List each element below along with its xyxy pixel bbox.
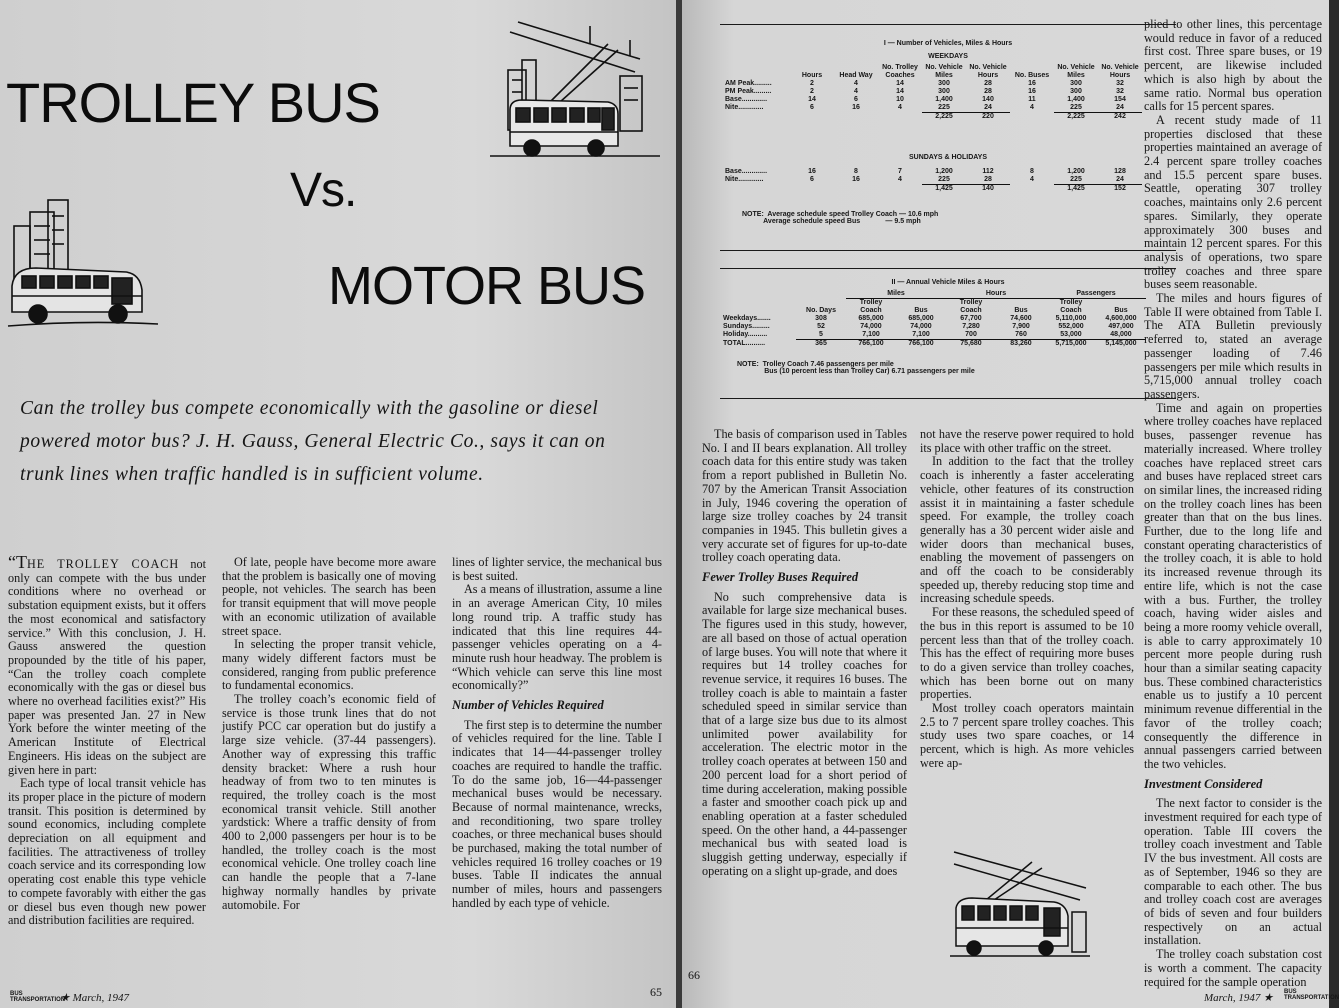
table-cell: 74,600	[1010, 315, 1032, 322]
column-header: No. Vehicle Miles	[1057, 64, 1095, 79]
column-header: Bus	[1114, 307, 1128, 314]
table1-sundays-label: SUNDAYS & HOLIDAYS	[908, 154, 988, 161]
table-cell: 28	[984, 80, 992, 87]
table2-top-rule	[720, 268, 1176, 269]
paragraph: In addition to the fact that the trolley coach is inherently a faster accelerating vehicle, other features of its construction assist it in maintaining a faster schedule speed. For example, the trolley coach generally has a 30 percent wider aisle and wider doors than mechanical buses, enabling the movement of passengers on and off the coach to be considerably speeded up, thereby reducing stop time and increasing schedule speeds.	[920, 454, 1134, 606]
table-row	[720, 323, 1146, 331]
table-row	[720, 331, 1146, 340]
table-cell: 24	[1116, 104, 1124, 111]
table-cell: 2	[810, 88, 814, 95]
table-cell: 7,900	[1012, 323, 1030, 330]
table-cell: 4	[1030, 176, 1034, 184]
column-header: No. Trolley Coaches	[882, 64, 918, 79]
table-cell: 1,400	[935, 96, 953, 103]
table-cell: 4	[854, 88, 858, 95]
table1-caption: I — Number of Vehicles, Miles & Hours	[883, 40, 1013, 47]
table-cell: 28	[984, 176, 992, 183]
footer-date-text: March, 1947	[72, 992, 130, 1004]
table-cell: 1,425	[1054, 185, 1098, 194]
lead-in-caps: HE TROLLEY COACH	[26, 557, 180, 571]
row-label: Base.............	[725, 96, 768, 103]
row-label: Nite.............	[725, 176, 764, 184]
intro-paragraph	[8, 552, 207, 777]
footer-brand: BUS TRANSPORTATION	[10, 991, 66, 1003]
column-header: Hours	[801, 72, 823, 79]
intro-text: not only can compete with the bus under conditions where no overhead or substation equipment exists, but it offers the most economical and satisfactory service.” With this conclusion, J. H. Gauss answered the question propounded by the title of his paper, “Can the trolley coach complete economically with the gas or diesel bus where no overhead facilities exist?” His paper was presented Jan. 27 in New York before the winter meeting of the American Institute of Electrical Engineers. His ideas on the subject are given here in part:	[8, 557, 207, 777]
column-header: Trolley Coach	[1059, 299, 1083, 314]
table-cell: 242	[1098, 113, 1142, 122]
row-label: TOTAL..........	[723, 339, 766, 347]
table-cell: 10	[896, 96, 904, 103]
row-label	[722, 185, 790, 194]
table-cell: 4,600,000	[1105, 315, 1137, 322]
table-cell: 2,225	[1054, 113, 1098, 122]
column-header: No. Days	[806, 307, 836, 314]
table-cell: 300	[1070, 88, 1082, 95]
column-group-header: Miles	[846, 290, 946, 299]
table-cell: 7,280	[962, 323, 980, 330]
table-cell: 685,000	[908, 315, 934, 322]
table-cell: 4	[854, 80, 858, 87]
section-heading: Number of Vehicles Required	[452, 698, 604, 713]
table-cell: 32	[1116, 88, 1124, 95]
paragraph: The trolley coach’s economic field of service is those trunk lines that do not justify PCC car operation but do justify a large size vehicle. (37-44 passengers). Another way of expressing this traffic density bracket: Where a rush hour headway of from two to ten minutes is required, the trolley coach is the most economical transit vehicle. Still another yardstick: Where a traffic density of from 400 to 2,000 passengers per hour is to be handled, the trolley coach is the most economical vehicle. One trolley coach line can handle the people that a 7-lane highway normally handles by private automobile. For	[222, 692, 436, 912]
row-label: Weekdays.......	[723, 315, 771, 322]
table-cell: 32	[1116, 80, 1124, 87]
column-header: Bus	[914, 307, 928, 314]
footer-date: ★ March, 1947	[60, 992, 130, 1004]
column-header: No. Vehicle Hours	[1101, 64, 1139, 79]
table-row	[720, 315, 1146, 323]
table-cell: 300	[938, 80, 950, 87]
table2	[720, 290, 1146, 348]
column-header: Head Way	[839, 72, 873, 79]
trolley-coach-small-illustration	[950, 842, 1090, 962]
paragraph: For these reasons, the scheduled speed of the bus in this report is assumed to be 10 percent less than that of the trolley coach. This has the effect of requiring more buses to do a given service than trolley coaches, which has been borne out on many properties.	[920, 605, 1134, 702]
paragraph: As a means of illustration, assume a line in an average American City, 10 miles long round trip. A traffic study has indicated that this line requires 44-passenger vehicles operating on a 4-minute rush hour headway. The problem is “Which vehicle can serve this line most economically?”	[452, 582, 662, 693]
row-label: Sundays.........	[723, 323, 770, 330]
table-cell	[878, 185, 922, 194]
table-cell: 140	[982, 96, 994, 103]
table-cell: 685,000	[858, 315, 884, 322]
page-number: 66	[688, 968, 700, 982]
table-cell: 4	[1030, 104, 1034, 112]
table-total-row	[722, 113, 1142, 122]
table-cell: 14	[896, 80, 904, 87]
title-line-3: MOTOR BUS	[328, 256, 646, 316]
left-column-1	[8, 552, 207, 928]
table-cell: 1,400	[1067, 96, 1085, 103]
page-number: 65	[650, 985, 662, 999]
table-cell: 7	[898, 168, 902, 175]
table-cell	[790, 185, 834, 194]
table-cell: 16	[808, 168, 816, 175]
trolley-coach-illustration	[490, 14, 660, 164]
left-column-3	[452, 556, 662, 911]
table-cell: 497,000	[1108, 323, 1134, 330]
table-cell: 75,680	[946, 340, 996, 349]
title-line-2: Vs.	[290, 164, 357, 217]
section-heading: Fewer Trolley Buses Required	[702, 570, 859, 585]
table-cell: 16	[852, 176, 860, 184]
paragraph: Time and again on properties where trolley coaches have replaced buses, passenger revenue has materially increased. Where trolley coaches have replaced street cars and buses have replaced street cars on similar lines, the increased riding on the trolley coach lines has been greater than that on the bus lines. Further, due to the long life and constant operating characteristics of the trolley coach, it is able to hold its increased revenue through its entire life, which is not the case with a bus. Further, the trolley coach, having wider aisles and being a more roomy vehicle overall, is able to carry approximately 10 percent more people during rush hour than a similar seating capacity bus. These combined characteristics enable us to justify a 10 percent minimum revenue differential in the favor of the trolley coach; consequently the difference in annual passengers carried between the two vehicles.	[1144, 400, 1322, 771]
column-header: No. Vehicle Hours	[969, 64, 1007, 79]
right-column-1	[702, 428, 907, 879]
table-row	[722, 176, 1142, 185]
table-cell: 1,425	[922, 185, 966, 194]
table-cell: 766,100	[846, 340, 896, 349]
paragraph: plied to other lines, this percentage would reduce in favor of a reduced first cost. Three spare buses, or 19 percent, are likewise included which is also high by about the same ratio. Normal bus operation calls for 15 percent spares.	[1144, 17, 1322, 114]
table-cell: 14	[808, 96, 816, 103]
table-row	[722, 96, 1142, 104]
table-cell: 225	[938, 104, 950, 111]
paragraph: The basis of comparison used in Tables No. I and II bears explanation. All trolley coach data for this entire study was taken from a report published in Bulletin No. 707 by the American Transit Association in July, 1946 covering the operation of large size trolley coaches by 24 transit companies in 1945. This bulletin gives a very accurate set of figures for up-to-date trolley coach operating data.	[702, 427, 907, 565]
paragraph: Each type of local transit vehicle has its proper place in the picture of modern transit. This position is determined by sound economics, including complete depreciation on all equipment and facilities. The attractiveness of trolley coach service and its corresponding low operating cost enable this type vehicle to compete favorably with either the gas or diesel bus even though new power and distribution facilities are required.	[8, 776, 206, 928]
table-cell: 16	[852, 104, 860, 112]
table-cell: 225	[1070, 176, 1082, 183]
row-label: Base.............	[725, 168, 768, 175]
table-cell: 760	[1015, 331, 1027, 338]
table1-top-rule	[720, 24, 1176, 25]
table-cell: 766,100	[896, 340, 946, 349]
table-cell: 2	[810, 80, 814, 87]
table-cell: 1,200	[1067, 168, 1085, 175]
table-cell: 6	[854, 96, 858, 103]
table-cell: 48,000	[1110, 331, 1132, 338]
column-group-header: Passengers	[1046, 290, 1146, 299]
drop-quote: “T	[8, 552, 27, 572]
column-header: No. Vehicle Miles	[925, 64, 963, 79]
table-cell: 225	[938, 176, 950, 183]
table-cell: 16	[1028, 88, 1036, 95]
paragraph: In selecting the proper transit vehicle, many widely different factors must be considered, ranging from public preference to fundamental economics.	[222, 637, 436, 693]
row-label: Holiday..........	[723, 331, 768, 339]
table-row	[722, 168, 1142, 176]
column-header: No. Buses	[1014, 72, 1050, 79]
table-cell: 28	[984, 88, 992, 95]
table-cell: 154	[1114, 96, 1126, 103]
right-column-2	[920, 428, 1134, 771]
right-column-3	[1144, 18, 1322, 989]
table-cell	[1010, 113, 1054, 122]
table-cell: 7,100	[862, 331, 880, 338]
table-cell: 4	[898, 176, 902, 184]
table-cell: 74,000	[910, 323, 932, 330]
table-cell: 53,000	[1060, 331, 1082, 338]
paragraph: not have the reserve power required to hold its place with other traffic on the street.	[920, 427, 1134, 455]
section-heading: Investment Considered	[1144, 776, 1263, 791]
motor-bus-illustration	[8, 196, 158, 336]
footer-brand: BUS TRANSPORTATION	[1284, 989, 1339, 1001]
table-row	[722, 80, 1142, 88]
table-cell: 152	[1098, 185, 1142, 194]
table-row	[722, 88, 1142, 96]
table1-bottom-rule	[720, 250, 1176, 251]
table-cell: 8	[1030, 168, 1034, 175]
table-cell	[790, 113, 834, 122]
paragraph: lines of lighter service, the mechanical bus is best suited.	[452, 555, 662, 583]
table-cell: 74,000	[860, 323, 882, 330]
table-cell: 5,715,000	[1046, 340, 1096, 349]
table-cell: 5,145,000	[1096, 340, 1146, 349]
table-cell	[834, 185, 878, 194]
footer-date-text: March, 1947	[1204, 992, 1261, 1004]
table-cell: 5	[819, 331, 823, 338]
paragraph: Of late, people have become more aware that the problem is basically one of moving people, not vehicles. The search has been for transit equipment that will move people with an economic utilization of available street space.	[222, 555, 436, 638]
table-cell: 220	[966, 113, 1010, 122]
title-line-1: TROLLEY BUS	[6, 71, 380, 134]
column-header: Trolley Coach	[959, 299, 983, 314]
table1-sundays	[722, 168, 1142, 193]
table-cell: 225	[1070, 104, 1082, 111]
table-cell	[1010, 185, 1054, 194]
table-cell: 300	[1070, 80, 1082, 87]
table-row	[722, 104, 1142, 113]
table-cell	[834, 113, 878, 122]
table-cell: 1,200	[935, 168, 953, 175]
table-cell: 5,110,000	[1055, 315, 1087, 322]
table1-weekdays-label: WEEKDAYS	[928, 53, 968, 60]
table2-caption: II — Annual Vehicle Miles & Hours	[891, 279, 1005, 286]
table-cell: 140	[966, 185, 1010, 194]
table1-note: NOTE: Average schedule speed Trolley Coach — 10.6 mph Average schedule speed Bus — 9.5 mph	[742, 211, 939, 225]
row-label: PM Peak.........	[725, 88, 772, 95]
table-cell	[878, 113, 922, 122]
table-cell: 2,225	[922, 113, 966, 122]
column-header: Bus	[1014, 307, 1028, 314]
paragraph: Most trolley coach operators maintain 2.5 to 7 percent spare trolley coaches. This study uses two spare coaches, or 14 percent, which is high. As more vehicles were ap-	[920, 701, 1134, 770]
table-cell: 700	[965, 331, 977, 338]
table-cell: 8	[854, 168, 858, 175]
paragraph: The miles and hours figures of Table II were obtained from Table I. The ATA Bulletin previously referred to, stated an average passenger loading of 7.46 passengers per mile which results in 5,715,000 annual trolley coach passengers.	[1144, 291, 1322, 401]
paragraph: A recent study made of 11 properties disclosed that these properties maintained an average of 2.4 percent spare trolley coaches and 15.5 percent spare buses. Seattle, operating 307 trolley coaches, maintains only 2.6 percent spares. Similarly, they operate approximately 300 buses and maintain 12 percent spares. For this analysis of operations, two spare trolley coaches and three spare buses seem reasonable.	[1144, 112, 1322, 292]
table-cell: 83,260	[996, 340, 1046, 349]
row-label: Nite.............	[725, 104, 764, 112]
table-cell: 128	[1114, 168, 1126, 175]
row-label: AM Peak.........	[725, 80, 772, 87]
table1-weekdays	[722, 64, 1142, 121]
table-cell: 24	[1116, 176, 1124, 183]
table-cell: 6	[810, 176, 814, 184]
table-cell: 300	[938, 88, 950, 95]
article-deck: Can the trolley bus compete economically with the gasoline or diesel powered motor bus? J. H. Gauss, General Electric Co., says it can on trunk lines when traffic handled is in sufficient volume.	[20, 398, 606, 485]
table-cell: 308	[815, 315, 827, 322]
column-group-header: Hours	[946, 290, 1046, 299]
right-page	[682, 0, 1339, 1008]
paragraph: The trolley coach substation cost is worth a comment. The capacity required for the sample operation	[1144, 947, 1322, 989]
table-cell: 6	[810, 104, 814, 112]
row-label	[722, 113, 790, 122]
table-total-row	[720, 340, 1146, 349]
table-cell: 552,000	[1058, 323, 1084, 330]
table-total-row	[722, 185, 1142, 194]
table-cell: 365	[796, 340, 846, 349]
paragraph: The next factor to consider is the investment required for each type of operation. Table III covers the trolley coach investment and Table IV the bus investment. All costs are as of September, 1946 so they are comparable to each other. The bus and trolley coach cost are averages of bids of seven and four builders respectively on an actual installation.	[1144, 796, 1322, 948]
table-cell: 11	[1028, 96, 1036, 103]
column-header: Trolley Coach	[859, 299, 883, 314]
table-cell: 24	[984, 104, 992, 111]
table-cell: 7,100	[912, 331, 930, 338]
table-cell: 14	[896, 88, 904, 95]
footer-date: March, 1947 ★	[1204, 992, 1274, 1004]
table-cell: 16	[1028, 80, 1036, 87]
paragraph: The first step is to determine the number of vehicles required for the line. Table I indicates that 14—44-passenger trolley coaches are required to handle the traffic. To do the same job, 16—44-passenger mechanical buses would be necessary. Because of normal maintenance, wrecks, and reconditioning, two spare trolley coaches, or three mechanical buses should be purchased, making the total number of vehicles required 16 trolley coaches or 19 buses. Table II indicates the annual number of miles, hours and passengers handled by each type of vehicle.	[452, 717, 662, 910]
left-column-2	[222, 556, 436, 912]
table2-note: NOTE: Trolley Coach 7.46 passengers per mile Bus (10 percent less than Trolley Car) 6.71 passengers per mile	[737, 361, 975, 375]
table2-bottom-rule	[720, 398, 1176, 399]
paragraph: No such comprehensive data is available for large size mechanical buses. The figures used in this study, however, are all based on those of actual operation of large buses. You will note that where it requires but 14 trolley coaches for revenue service, it requires 16 buses. The trolley coach is able to maintain a faster scheduled speed in similar service than that of a large size bus due to its almost unlimited power availability for acceleration. The electric motor in the trolley coach operates at between 150 and 200 percent load for a short period of time during acceleration, making possible a faster and smoother coach pick up and enabling operation at a faster scheduled speed. On the other hand, a 44-passenger mechanical bus with seated load is sluggish getting underway, especially if operating on a slight up-grade, and does	[702, 589, 907, 878]
table-cell: 4	[898, 104, 902, 112]
table-cell: 52	[817, 323, 825, 330]
table-cell: 67,700	[960, 315, 982, 322]
table-cell: 112	[982, 168, 994, 175]
